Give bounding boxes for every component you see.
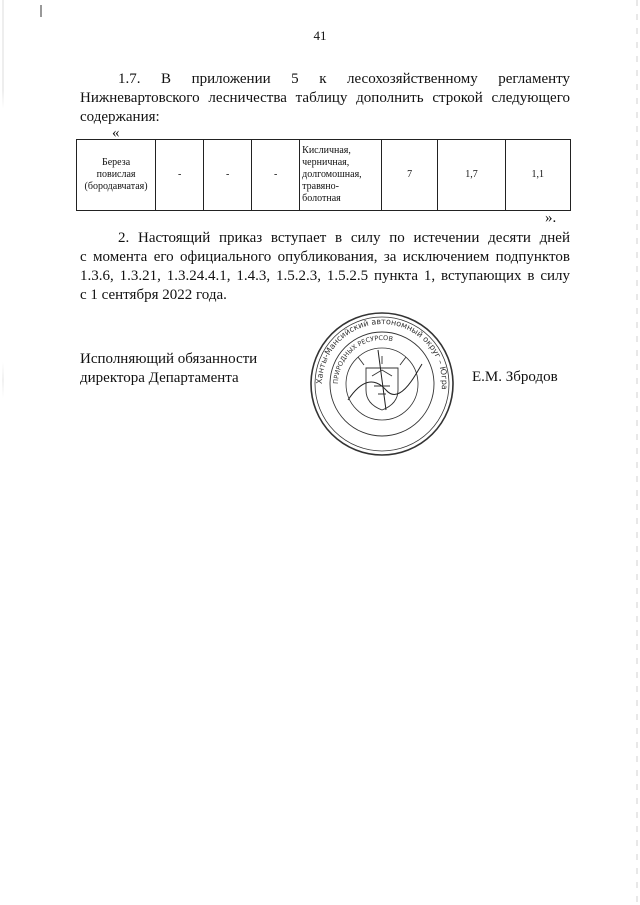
forest-type-line: травяно-: [302, 181, 339, 192]
species-line: (бородавчатая): [84, 181, 148, 192]
species-cell: [77, 140, 156, 211]
species-line: повислая: [96, 169, 136, 180]
paragraph-line: содержания:: [80, 109, 160, 125]
scan-mark: [40, 5, 42, 17]
paragraph-line: с 1 сентября 2022 года.: [80, 287, 227, 303]
scan-edge-left: [2, 0, 4, 905]
table-cell: -: [252, 140, 300, 211]
signer-title-line: директора Департамента: [80, 370, 239, 386]
scan-edge-right: [636, 0, 638, 905]
table-cell: -: [156, 140, 204, 211]
forest-type-line: долгомошная,: [302, 169, 362, 180]
paragraph-2: [80, 229, 570, 305]
close-quote: ».: [545, 210, 557, 226]
inserted-table-row: [76, 139, 571, 211]
table-cell: 1,1: [505, 140, 570, 211]
paragraph-1-7: [80, 70, 570, 127]
seal-outer-text: Ханты-Мансийский автономный округ – Югра: [314, 316, 450, 391]
signer-title-line: Исполняющий обязанности: [80, 351, 258, 367]
official-seal: [308, 310, 456, 458]
table-row: [77, 140, 571, 211]
forest-type-line: Кисличная,: [302, 145, 351, 156]
paragraph-line: с момента его официального опубликования, за исключением подпунктов: [80, 249, 570, 265]
paragraph-line: Нижневартовского лесничества таблицу дополнить строкой следующего: [80, 90, 570, 106]
forest-type-line: черничная,: [302, 157, 350, 168]
paragraph-line: 1.3.6, 1.3.21, 1.3.24.4.1, 1.4.3, 1.5.2.3, 1.5.2.5 пункта 1, вступающих в силу: [80, 268, 570, 284]
signer-title: [80, 350, 257, 388]
species-line: Береза: [102, 157, 131, 168]
page-number: 41: [313, 28, 327, 43]
table-cell: 1,7: [438, 140, 505, 211]
forest-types-cell: [300, 140, 382, 211]
seal-inner-text: ПРИРОДНЫХ РЕСУРСОВ: [331, 333, 394, 385]
paragraph-line: 1.7. В приложении 5 к лесохозяйственному регламенту: [118, 71, 570, 87]
forest-type-line: болотная: [302, 193, 341, 204]
table-cell: -: [204, 140, 252, 211]
signer-name: Е.М. Збродов: [472, 369, 558, 385]
table-cell: 7: [381, 140, 437, 211]
open-quote: «: [112, 125, 120, 141]
paragraph-line: 2. Настоящий приказ вступает в силу по истечении десяти дней: [118, 230, 570, 246]
